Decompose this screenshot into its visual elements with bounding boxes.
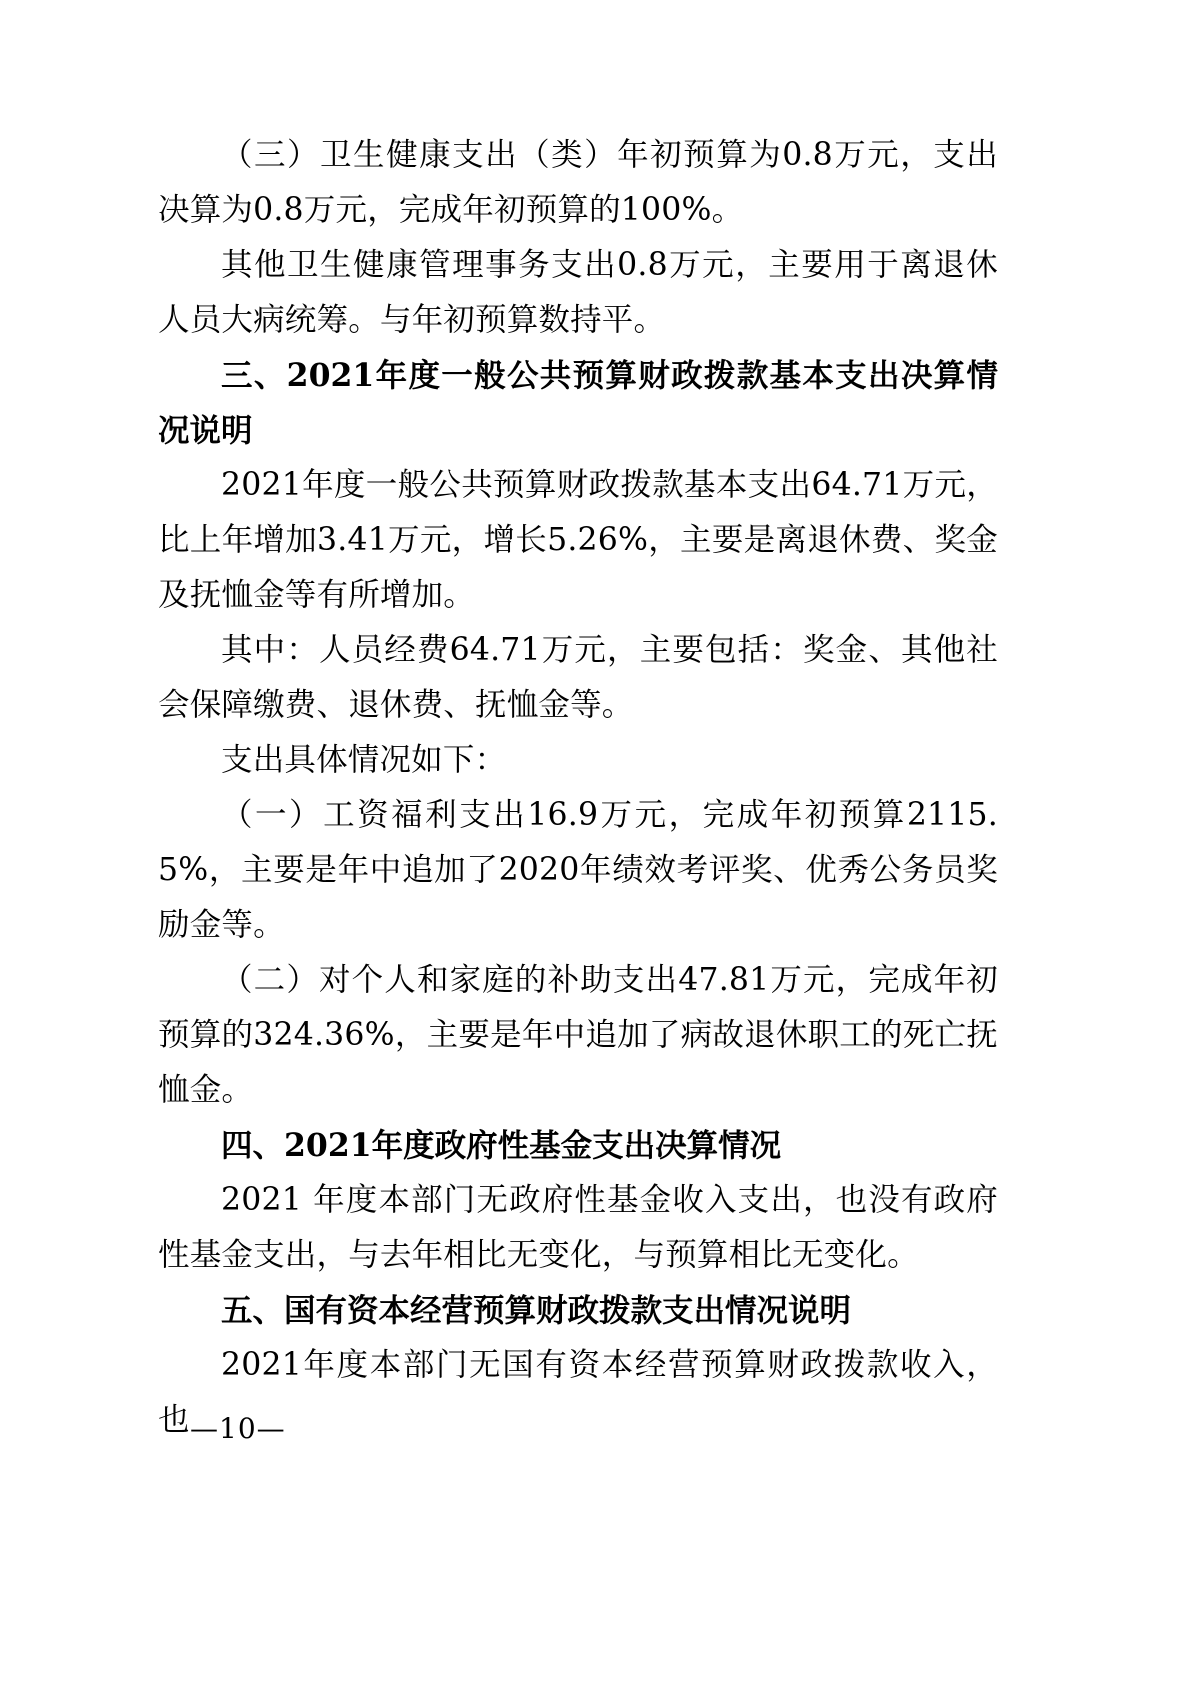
paragraph-state-capital-operation: 2021年度本部门无国有资本经营预算财政拨款收入，也	[158, 1347, 998, 1438]
paragraph-basic-expenditure-total: 2021年度一般公共预算财政拨款基本支出64.71万元，比上年增加3.41万元，增长5.26%，主要是离退休费、奖金及抚恤金等有所增加。	[158, 467, 998, 613]
paragraph-individual-family-subsidy: （二）对个人和家庭的补助支出47.81万元，完成年初预算的324.36%，主要是年中追加了病故退休职工的死亡抚恤金。	[158, 962, 998, 1108]
heading-section-four: 四、2021年度政府性基金支出决算情况	[221, 1127, 782, 1164]
paragraph-health-expenditure-budget: （三）卫生健康支出（类）年初预算为0.8万元，支出决算为0.8万元，完成年初预算的100%。	[158, 137, 998, 228]
heading-section-five: 五、国有资本经营预算财政拨款支出情况说明	[221, 1292, 852, 1329]
document-body	[158, 128, 998, 1448]
paragraph-government-fund-expenditure: 2021 年度本部门无政府性基金收入支出，也没有政府性基金支出，与去年相比无变化，与预算相比无变化。	[158, 1182, 998, 1273]
paragraph-other-health-affairs: 其他卫生健康管理事务支出0.8万元，主要用于离退休人员大病统筹。与年初预算数持平。	[158, 247, 998, 338]
paragraph-salary-welfare-expenditure: （一）工资福利支出16.9万元，完成年初预算2115.5%，主要是年中追加了2020年绩效考评奖、优秀公务员奖励金等。	[158, 797, 998, 943]
page-number: —10—	[190, 1412, 286, 1445]
paragraph-expenditure-details-intro: 支出具体情况如下：	[221, 742, 507, 778]
heading-section-three: 三、2021年度一般公共预算财政拨款基本支出决算情况说明	[158, 357, 998, 449]
paragraph-personnel-funds: 其中：人员经费64.71万元，主要包括：奖金、其他社会保障缴费、退休费、抚恤金等。	[158, 632, 998, 723]
